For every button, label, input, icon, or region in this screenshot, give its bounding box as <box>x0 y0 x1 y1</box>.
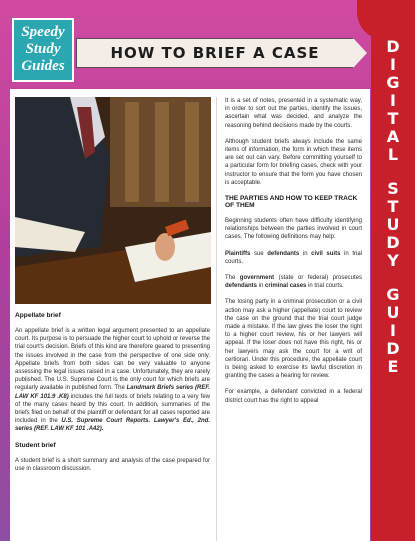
logo-line-2: Study <box>25 41 61 57</box>
spine-letter: U <box>386 303 400 322</box>
heading-parties: THE PARTIES AND HOW TO KEEP TRACK OF THEM <box>225 195 358 210</box>
column-divider <box>216 97 217 541</box>
paragraph-example: For example, a defendant convicted in a federal district court has the right to appeal <box>225 389 362 404</box>
text-run-bold: defendants <box>225 283 258 290</box>
text-run-bold: criminal cases <box>265 283 307 290</box>
text-run: An appellate brief is a written legal argument presented to an appellate court. Its purpose is to persuade the higher court to uphold or reverse the trial court's decision. Briefs of this kind are therefore geared to presenting the issues involved in the case from the perspective of one side only. Appellate briefs from both sides can be very valuable to anyone assessing the legal issues raised in a case. Unfortunately, they are rarely published. The U.S. Supreme Court is the only court for which briefs are regularly available in published form. The <box>15 328 210 392</box>
spine-text <box>375 38 411 376</box>
spine-letter: U <box>386 215 400 234</box>
text-run: (state or federal) prosecutes <box>274 275 362 282</box>
spine-letter: D <box>386 37 400 56</box>
paragraph-appeal: The losing party in a criminal prosecution or a civil action may ask a higher (appellate) court to review the case on the ground that the trial court judge made a mistake. If the law gives the loser the right to a higher court review, his or her lawyers will appeal. If the loser does not have this right, his or her lawyers may ask the court for a writ of certiorari. Under this procedure, the appellate court is being asked to exercise its lawful discretion in granting the cases a hearing for review. <box>225 299 362 380</box>
text-run: in trial courts. <box>306 283 344 290</box>
text-run-bold: Landmark Briefs series (REF. LAW KF 101.9 .K8) <box>15 385 210 400</box>
spine-letter: G <box>386 73 400 92</box>
text-run: in <box>299 250 312 257</box>
spine-letter: I <box>390 321 396 340</box>
spine-letter: A <box>386 127 400 146</box>
paragraph-relationships: Beginning students often have difficulty identifying relationships between the parties involved in court cases. The following definitions may help: <box>225 218 362 241</box>
spine-letter: I <box>390 91 396 110</box>
paragraph-student-brief: A student brief is a short summary and analysis of the case prepared for use in classroom discussion. <box>15 457 210 472</box>
spine-letter: I <box>390 55 396 74</box>
logo-line-3: Guides <box>21 58 65 74</box>
spine-letter: E <box>387 357 399 376</box>
paragraph-plaintiffs <box>225 250 362 266</box>
text-run-bold: U.S. Supreme Court Reports. Lawyer's Ed., 2nd. series (REF. LAW KF 101 .A42). <box>15 418 210 433</box>
spine-letter: G <box>386 285 400 304</box>
spine-letter: L <box>387 145 399 164</box>
photo-illustration <box>15 97 211 304</box>
text-run-bold: government <box>239 275 275 282</box>
text-run: sue <box>250 250 268 257</box>
text-run-bold: Plaintiffs <box>225 250 251 257</box>
text-run: includes the full texts of briefs relating to a very few of the many cases heard by this court. In addition, summaries of the briefs filed on behalf of the plaintiff or defendant for all cases reported are included in the <box>15 393 210 425</box>
left-column <box>15 312 210 473</box>
right-column <box>225 97 362 405</box>
text-run: in <box>257 283 266 290</box>
spine-letter: D <box>386 233 400 252</box>
spine-letter: Y <box>387 251 399 270</box>
text-run-bold: civil suits <box>311 250 341 257</box>
spine-letter: D <box>386 339 400 358</box>
spine-letter: T <box>387 109 399 128</box>
paragraph-appellate-brief <box>15 327 210 434</box>
title-banner <box>76 38 354 68</box>
heading-student-brief: Student brief <box>15 441 56 449</box>
text-run: The <box>225 275 240 282</box>
courtroom-photo <box>15 97 211 304</box>
paragraph-forms: Although student briefs always include the same items of information, the form in which these items are set out can vary. Before committing yourself to a particular form for briefing cases, check with your instructor to ensure that the form you have chosen is acceptable. <box>225 138 362 186</box>
logo-line-1: Speedy <box>21 24 65 40</box>
text-run: in trial courts. <box>225 250 362 265</box>
spine-letter: S <box>387 179 399 198</box>
heading-appellate-brief: Appellate brief <box>15 312 61 319</box>
text-run-bold: defendants <box>267 250 300 257</box>
page-title: HOW TO BRIEF A CASE <box>110 44 320 62</box>
paragraph-government <box>225 274 362 290</box>
spine-letter: T <box>387 197 399 216</box>
paragraph-notes: It is a set of notes, presented in a systematic way, in order to sort out the parties, identify the issues, ascertain what was decided, and analyze the reasoning behind decisions made by the courts. <box>225 98 362 129</box>
speedy-study-guides-logo <box>12 18 74 82</box>
